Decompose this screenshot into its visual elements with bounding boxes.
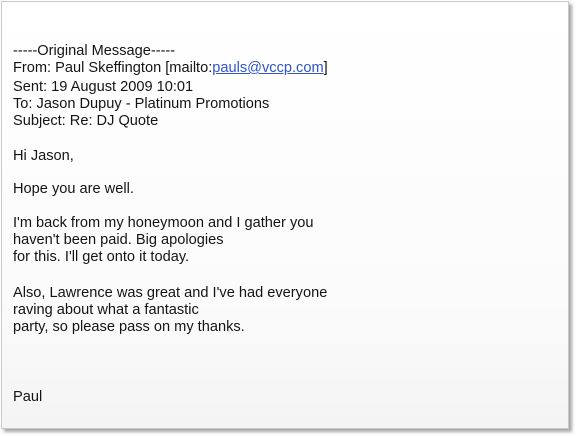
from-close-bracket: ] bbox=[323, 60, 328, 76]
paragraph-2-line-3: for this. I'll get onto it today. bbox=[13, 249, 190, 265]
scanned-email-document bbox=[1, 1, 569, 429]
paragraph-3-line-3: party, so please pass on my thanks. bbox=[13, 319, 245, 335]
paragraph-3-line-1: Also, Lawrence was great and I've had everyone bbox=[13, 285, 328, 301]
greeting: Hi Jason, bbox=[13, 148, 74, 164]
from-line bbox=[13, 60, 328, 77]
signature: Paul bbox=[13, 389, 43, 405]
sender-email-link[interactable]: pauls@vccp.com bbox=[212, 60, 324, 76]
from-name: Paul Skeffington [mailto: bbox=[55, 60, 213, 76]
subject-line: Subject: Re: DJ Quote bbox=[13, 113, 159, 129]
sent-line: Sent: 19 August 2009 10:01 bbox=[13, 79, 194, 95]
paragraph-3-line-2: raving about what a fantastic bbox=[13, 302, 199, 318]
to-line: To: Jason Dupuy - Platinum Promotions bbox=[13, 96, 270, 112]
original-message-separator: -----Original Message----- bbox=[13, 43, 176, 59]
paragraph-2-line-1: I'm back from my honeymoon and I gather you bbox=[13, 215, 314, 231]
paragraph-1: Hope you are well. bbox=[13, 181, 134, 197]
paragraph-2-line-2: haven't been paid. Big apologies bbox=[13, 232, 224, 248]
from-label: From: bbox=[13, 60, 56, 76]
